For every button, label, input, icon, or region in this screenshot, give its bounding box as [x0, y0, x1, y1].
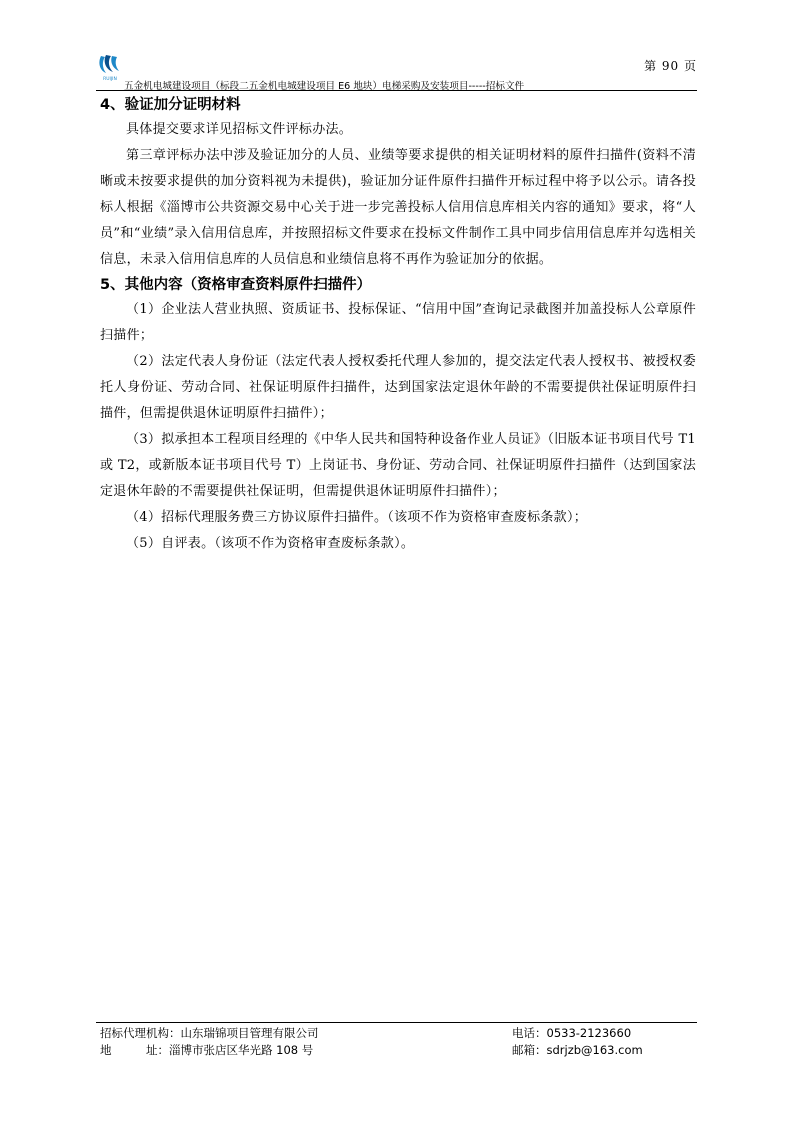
section-5-item-2: （2）法定代表人身份证（法定代表人授权委托代理人参加的，提交法定代表人授权书、被授权委托人身份证、劳动合同、社保证明原件扫描件，达到国家法定退休年龄的不需要提供社保证明原件扫描件，但需提供退休证明原件扫描件）； [100, 354, 696, 421]
section-5-heading: 5、其他内容（资格审查资料原件扫描件） [100, 277, 372, 293]
footer-email: 邮箱：sdrjzb@163.com [512, 1043, 643, 1057]
footer-address: 地 址：淄博市张店区华光路 108 号 [100, 1043, 314, 1057]
section-5-item-5: （5）自评表。（该项不作为资格审查废标条款）。 [126, 536, 415, 551]
header-divider [96, 90, 697, 91]
footer-phone: 电话：0533-2123660 [512, 1026, 632, 1040]
company-logo-icon [97, 52, 123, 82]
footer-agency: 招标代理机构：山东瑞锦项目管理有限公司 [100, 1026, 319, 1040]
section-5-item-4: （4）招标代理服务费三方协议原件扫描件。（该项不作为资格审查废标条款）； [126, 510, 588, 525]
header-title: 五金机电城建设项目（标段二五金机电城建设项目 E6 地块）电梯采购及安装项目-----招标文件 [124, 81, 525, 92]
footer [100, 1025, 695, 1059]
section-5-item-3: （3）拟承担本工程项目经理的《中华人民共和国特种设备作业人员证》（旧版本证书项目代号 T1 或 T2，或新版本证书项目代号 T）上岗证书、身份证、劳动合同、社保证明原件扫描件（达到国家法定退休年龄的不需要提供社保证明，但需提供退休证明原件扫描件）； [100, 432, 696, 499]
section-4-paragraph-2: 第三章评标办法中涉及验证加分的人员、业绩等要求提供的相关证明材料的原件扫描件(资料不清晰或未按要求提供的加分资料视为未提供)，验证加分证件原件扫描件开标过程中将予以公示。请各投标人根据《淄博市公共资源交易中心关于进一步完善投标人信用信息库相关内容的通知》要求，将“人员”和“业绩”录入信用信息库，并按照招标文件要求在投标文件制作工具中同步信用信息库并勾选相关信息，未录入信用信息库的人员信息和业绩信息将不再作为验证加分的依据。 [100, 148, 696, 267]
page-number: 第 90 页 [644, 59, 697, 73]
logo-text: RUIJIN [103, 77, 117, 82]
footer-divider [96, 1022, 697, 1023]
section-5-item-1: （1）企业法人营业执照、资质证书、投标保证、“信用中国”查询记录截图并加盖投标人公章原件扫描件； [100, 302, 696, 343]
section-4-heading: 4、验证加分证明材料 [100, 97, 241, 113]
document-body [100, 93, 696, 557]
section-4-paragraph-1: 具体提交要求详见招标文件评标办法。 [126, 122, 353, 137]
